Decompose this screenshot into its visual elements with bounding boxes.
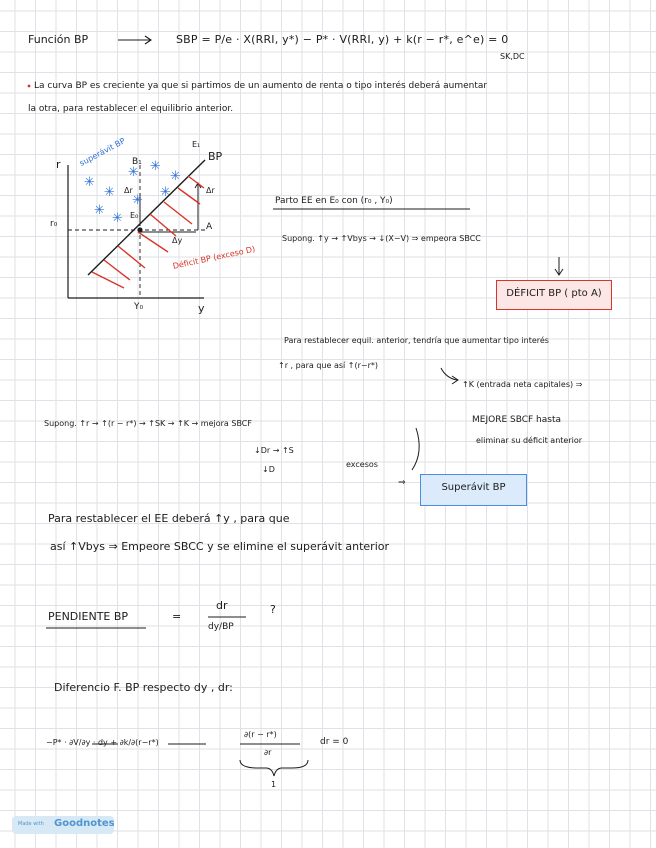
intro-line-2: la otra, para restablecer el equilibrio anterior. — [28, 104, 234, 114]
note-restore-2: ↑r , para que así ↑(r−r*) — [278, 361, 379, 370]
bracket — [412, 428, 419, 470]
graph-point-a: A — [206, 222, 213, 232]
svg-text:✳: ✳ — [170, 169, 181, 184]
note-para-ee-2: así ↑Vbys ⇒ Empeore SBCC y se elimine el superávit anterior — [50, 540, 390, 553]
note-k-entrada: ↑K (entrada neta capitales) ⇒ — [462, 380, 583, 389]
svg-text:✳: ✳ — [94, 203, 105, 218]
note-restore-1: Para restablecer equil. anterior, tendría que aumentar tipo interés — [284, 336, 549, 345]
diff-eq-frac-den: ∂r — [264, 748, 272, 757]
note-excesos: excesos — [346, 460, 378, 469]
function-label: Función BP — [28, 33, 89, 46]
slope-denominator: dy/BP — [208, 622, 234, 632]
note-arrow-to-box: ⇒ — [398, 478, 406, 488]
svg-text:✳: ✳ — [84, 175, 95, 190]
note-dr-chain: ↓Dr → ↑S — [254, 446, 294, 455]
graph-curve-label: BP — [208, 150, 223, 163]
deficit-box-label: DÉFICIT BP ( pto A) — [506, 288, 602, 299]
graph-point-e: E₀ — [130, 211, 139, 220]
slope-equals: = — [172, 610, 182, 623]
note-start-point: Parto EE en E₀ con (r₀ , Y₀) — [275, 196, 393, 206]
intro-line-1: La curva BP es creciente ya que si partimos de un aumento de renta o tipo interés deberá aumentar — [34, 81, 488, 91]
note-suppose-r: Supong. ↑r → ↑(r − r*) → ↑SK → ↑K → mejora SBCF — [44, 419, 252, 428]
note-suppose-y: Supong. ↑y → ↑Vbys → ↓(X−V) ⇒ empeora SBCC — [282, 234, 481, 243]
graph-point-b: B₁ — [132, 157, 142, 167]
brace-value: 1 — [271, 780, 277, 789]
superavit-box — [420, 474, 527, 506]
note-dd-chain: ↓D — [262, 465, 275, 474]
svg-text:✳: ✳ — [112, 211, 123, 226]
graph-y-label: r — [56, 158, 61, 171]
k-subscript: SK,DC — [500, 52, 525, 61]
graph-superavit-label: superávit BP — [78, 136, 127, 168]
bullet-dot — [28, 85, 31, 88]
svg-text:✳: ✳ — [128, 165, 139, 180]
graph-x-label: y — [198, 302, 205, 315]
slope-label: PENDIENTE BP — [48, 610, 129, 623]
svg-text:✳: ✳ — [160, 185, 171, 200]
diff-eq-frac-num: ∂(r − r*) — [244, 730, 277, 739]
underbrace — [240, 760, 308, 776]
graph-y0: Y₀ — [134, 302, 144, 312]
slope-numerator: dr — [216, 599, 228, 612]
goodnotes-brand: Goodnotes — [54, 818, 115, 829]
svg-text:✳: ✳ — [104, 185, 115, 200]
graph-dr: Δr — [206, 186, 215, 195]
superavit-box-label: Superávit BP — [441, 482, 506, 493]
note-mejore-2: eliminar su déficit anterior — [476, 436, 583, 445]
diff-eq-part1: −P* · ∂V/∂y · dy + ∂k/∂(r−r*) — [46, 738, 159, 747]
svg-text:✳: ✳ — [132, 193, 143, 208]
goodnotes-badge — [12, 816, 114, 834]
bp-graph — [68, 159, 205, 298]
graph-r0: r₀ — [50, 219, 58, 229]
graph-point-top: E₁ — [192, 140, 201, 149]
bp-equation: SBP = P/e · X(RRI, y*) − P* · V(RRI, y) + k(r − r*, e^e) = 0 — [176, 33, 509, 46]
deficit-box — [496, 280, 612, 310]
svg-text:✳: ✳ — [150, 159, 161, 174]
diff-eq-tail: dr = 0 — [320, 737, 349, 747]
graph-dy: Δy — [172, 236, 183, 245]
note-para-ee-1: Para restablecer el EE deberá ↑y , para que — [48, 512, 290, 525]
graph-deficit-label: Déficit BP (exceso D) — [172, 244, 257, 271]
made-with-label: Made with — [18, 821, 44, 827]
graph-dr-left: Δr — [124, 186, 133, 195]
differentiate-text: Diferencio F. BP respecto dy , dr: — [54, 681, 233, 694]
note-mejore-1: MEJORE SBCF hasta — [472, 415, 561, 425]
slope-question: ? — [270, 603, 276, 616]
